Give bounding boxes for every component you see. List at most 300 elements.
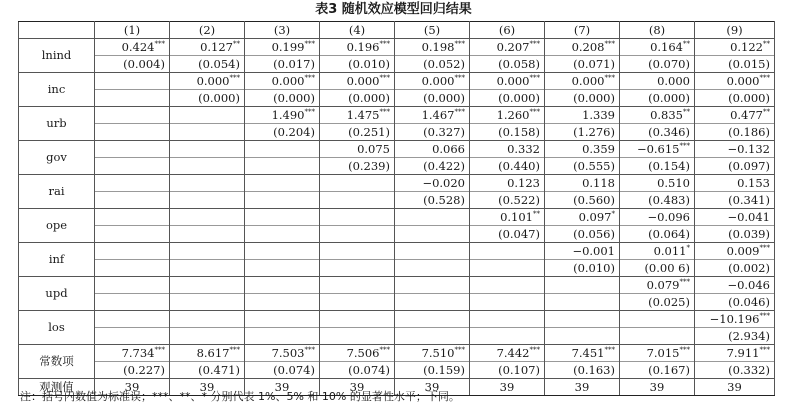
coefficient-cell bbox=[620, 175, 695, 192]
coefficient-cell bbox=[320, 73, 395, 90]
standard-error-cell bbox=[620, 328, 695, 345]
significance-stars: *** bbox=[759, 243, 770, 252]
column-header: (8) bbox=[620, 22, 695, 39]
standard-error-cell: (0.052) bbox=[395, 56, 470, 73]
standard-error-row bbox=[19, 124, 775, 141]
coefficient-cell bbox=[320, 277, 395, 294]
standard-error-cell: (0.204) bbox=[245, 124, 320, 141]
standard-error-cell: (0.158) bbox=[470, 124, 545, 141]
standard-error-cell: (0.000) bbox=[395, 90, 470, 107]
standard-error-cell bbox=[395, 260, 470, 277]
coefficient-value: −0.615 bbox=[636, 141, 680, 156]
coefficient-cell bbox=[95, 277, 170, 294]
coefficient-value: 0.196 bbox=[346, 39, 380, 54]
coef-row bbox=[19, 345, 775, 362]
standard-error-cell bbox=[170, 328, 245, 345]
standard-error-cell bbox=[170, 124, 245, 141]
standard-error-cell: (0.010) bbox=[545, 260, 620, 277]
coefficient-value: 0.000 bbox=[196, 73, 230, 88]
coefficient-cell bbox=[470, 345, 545, 362]
observations-cell: 39 bbox=[95, 379, 170, 396]
coefficient-value: 0.510 bbox=[657, 175, 690, 190]
standard-error-cell: (0.154) bbox=[620, 158, 695, 175]
header-corner bbox=[19, 22, 95, 39]
coefficient-cell bbox=[470, 243, 545, 260]
coefficient-cell bbox=[695, 277, 775, 294]
standard-error-row bbox=[19, 192, 775, 209]
coef-row bbox=[19, 141, 775, 158]
coefficient-cell bbox=[695, 73, 775, 90]
coefficient-value: 8.617 bbox=[196, 345, 230, 360]
standard-error-cell: (0.159) bbox=[395, 362, 470, 379]
coefficient-cell bbox=[320, 311, 395, 328]
coefficient-cell bbox=[620, 311, 695, 328]
coefficient-cell bbox=[620, 39, 695, 56]
coefficient-cell bbox=[545, 107, 620, 124]
column-header: (4) bbox=[320, 22, 395, 39]
standard-error-cell: (0.056) bbox=[545, 226, 620, 243]
coefficient-cell bbox=[170, 39, 245, 56]
significance-stars: *** bbox=[679, 141, 690, 150]
standard-error-cell: (0.000) bbox=[170, 90, 245, 107]
standard-error-cell bbox=[470, 328, 545, 345]
coefficient-cell bbox=[470, 73, 545, 90]
coefficient-value: 0.123 bbox=[507, 175, 540, 190]
coefficient-cell bbox=[545, 141, 620, 158]
coefficient-cell bbox=[545, 39, 620, 56]
significance-stars: ** bbox=[763, 107, 770, 116]
coefficient-value: 7.734 bbox=[121, 345, 155, 360]
coefficient-value: 0.835 bbox=[650, 107, 683, 122]
coefficient-value: 0.477 bbox=[730, 107, 763, 122]
significance-stars: * bbox=[686, 243, 690, 252]
standard-error-cell: (0.000) bbox=[245, 90, 320, 107]
standard-error-cell: (0.071) bbox=[545, 56, 620, 73]
coefficient-cell bbox=[620, 277, 695, 294]
significance-stars: *** bbox=[604, 345, 615, 354]
significance-stars: *** bbox=[604, 39, 615, 48]
coefficient-value: 0.000 bbox=[271, 73, 305, 88]
coefficient-value: 0.079 bbox=[646, 277, 680, 292]
coefficient-cell bbox=[170, 73, 245, 90]
standard-error-row bbox=[19, 90, 775, 107]
coefficient-cell bbox=[395, 345, 470, 362]
standard-error-cell bbox=[320, 260, 395, 277]
coefficient-cell bbox=[395, 277, 470, 294]
coefficient-cell bbox=[620, 141, 695, 158]
standard-error-cell: (0.064) bbox=[620, 226, 695, 243]
standard-error-cell: (0.010) bbox=[320, 56, 395, 73]
coef-row bbox=[19, 73, 775, 90]
coefficient-cell bbox=[245, 73, 320, 90]
coefficient-value: 1.260 bbox=[496, 107, 530, 122]
standard-error-cell bbox=[470, 294, 545, 311]
significance-stars: * bbox=[611, 209, 615, 218]
significance-stars: *** bbox=[229, 73, 240, 82]
significance-stars: *** bbox=[604, 73, 615, 82]
variable-name: inf bbox=[19, 243, 95, 277]
standard-error-cell bbox=[320, 226, 395, 243]
standard-error-cell bbox=[170, 226, 245, 243]
standard-error-cell: (0.000) bbox=[695, 90, 775, 107]
observations-cell: 39 bbox=[545, 379, 620, 396]
column-header: (1) bbox=[95, 22, 170, 39]
standard-error-cell: (0.332) bbox=[695, 362, 775, 379]
coefficient-value: 0.000 bbox=[657, 73, 690, 88]
standard-error-cell: (0.000) bbox=[470, 90, 545, 107]
coefficient-value: 0.359 bbox=[582, 141, 615, 156]
standard-error-cell bbox=[245, 192, 320, 209]
column-header: (7) bbox=[545, 22, 620, 39]
coefficient-cell bbox=[545, 175, 620, 192]
observations-cell: 39 bbox=[170, 379, 245, 396]
coefficient-value: 0.075 bbox=[357, 141, 390, 156]
coefficient-cell bbox=[95, 73, 170, 90]
coefficient-cell bbox=[95, 141, 170, 158]
coefficient-cell bbox=[245, 39, 320, 56]
standard-error-cell bbox=[320, 192, 395, 209]
coefficient-cell bbox=[620, 243, 695, 260]
standard-error-cell bbox=[170, 260, 245, 277]
column-header: (2) bbox=[170, 22, 245, 39]
significance-stars: *** bbox=[529, 107, 540, 116]
standard-error-cell bbox=[395, 294, 470, 311]
standard-error-cell: (0.074) bbox=[320, 362, 395, 379]
coefficient-cell bbox=[95, 107, 170, 124]
standard-error-cell: (0.017) bbox=[245, 56, 320, 73]
significance-stars: *** bbox=[304, 73, 315, 82]
standard-error-cell: (0.046) bbox=[695, 294, 775, 311]
coefficient-cell bbox=[245, 209, 320, 226]
coefficient-value: 0.118 bbox=[582, 175, 615, 190]
significance-stars: *** bbox=[529, 73, 540, 82]
significance-stars: ** bbox=[683, 39, 690, 48]
coefficient-cell bbox=[545, 277, 620, 294]
column-header: (5) bbox=[395, 22, 470, 39]
coefficient-value: 0.127 bbox=[200, 39, 233, 54]
significance-stars: *** bbox=[304, 345, 315, 354]
coefficient-cell bbox=[95, 311, 170, 328]
coefficient-value: −0.096 bbox=[647, 209, 690, 224]
standard-error-cell bbox=[95, 294, 170, 311]
standard-error-cell: (0.00 6) bbox=[620, 260, 695, 277]
standard-error-cell: (0.167) bbox=[620, 362, 695, 379]
standard-error-cell bbox=[170, 158, 245, 175]
standard-error-cell bbox=[470, 260, 545, 277]
significance-stars: *** bbox=[454, 107, 465, 116]
significance-stars: *** bbox=[454, 345, 465, 354]
standard-error-row bbox=[19, 294, 775, 311]
coefficient-cell bbox=[620, 73, 695, 90]
coefficient-cell bbox=[470, 39, 545, 56]
standard-error-cell bbox=[95, 124, 170, 141]
coefficient-cell bbox=[545, 73, 620, 90]
standard-error-cell: (0.054) bbox=[170, 56, 245, 73]
standard-error-cell: (0.555) bbox=[545, 158, 620, 175]
significance-stars: *** bbox=[154, 345, 165, 354]
coefficient-value: 7.442 bbox=[496, 345, 530, 360]
standard-error-cell bbox=[245, 260, 320, 277]
standard-error-cell bbox=[545, 328, 620, 345]
coefficient-cell bbox=[170, 277, 245, 294]
significance-stars: *** bbox=[379, 107, 390, 116]
coefficient-cell bbox=[170, 311, 245, 328]
significance-stars: *** bbox=[229, 345, 240, 354]
coefficient-value: 7.911 bbox=[726, 345, 760, 360]
standard-error-cell: (0.047) bbox=[470, 226, 545, 243]
variable-name: los bbox=[19, 311, 95, 345]
significance-stars: *** bbox=[454, 39, 465, 48]
standard-error-cell: (2.934) bbox=[695, 328, 775, 345]
coefficient-cell bbox=[170, 209, 245, 226]
standard-error-cell: (0.522) bbox=[470, 192, 545, 209]
coefficient-cell bbox=[320, 107, 395, 124]
standard-error-cell bbox=[395, 226, 470, 243]
coefficient-cell bbox=[695, 243, 775, 260]
standard-error-cell: (0.341) bbox=[695, 192, 775, 209]
standard-error-cell bbox=[170, 294, 245, 311]
significance-stars: *** bbox=[304, 107, 315, 116]
standard-error-cell: (0.163) bbox=[545, 362, 620, 379]
coefficient-value: −0.132 bbox=[727, 141, 770, 156]
significance-stars: *** bbox=[379, 39, 390, 48]
table-title: 表3 随机效应模型回归结果 bbox=[315, 2, 472, 17]
coefficient-cell bbox=[395, 175, 470, 192]
coef-row bbox=[19, 311, 775, 328]
coefficient-cell bbox=[320, 175, 395, 192]
significance-stars: *** bbox=[379, 345, 390, 354]
standard-error-cell bbox=[95, 158, 170, 175]
variable-name: inc bbox=[19, 73, 95, 107]
coefficient-value: 0.000 bbox=[571, 73, 605, 88]
coefficient-cell bbox=[470, 277, 545, 294]
significance-stars: *** bbox=[454, 73, 465, 82]
standard-error-cell: (0.422) bbox=[395, 158, 470, 175]
variable-name: ope bbox=[19, 209, 95, 243]
coefficient-value: 0.000 bbox=[421, 73, 455, 88]
coefficient-cell bbox=[695, 175, 775, 192]
standard-error-cell: (0.070) bbox=[620, 56, 695, 73]
coefficient-cell bbox=[545, 311, 620, 328]
coef-row bbox=[19, 175, 775, 192]
standard-error-cell: (0.440) bbox=[470, 158, 545, 175]
standard-error-cell bbox=[395, 328, 470, 345]
observations-cell: 39 bbox=[695, 379, 775, 396]
coefficient-value: 0.097 bbox=[578, 209, 612, 224]
coefficient-cell bbox=[95, 345, 170, 362]
standard-error-cell bbox=[245, 226, 320, 243]
coefficient-value: 1.467 bbox=[421, 107, 455, 122]
variable-name: upd bbox=[19, 277, 95, 311]
standard-error-cell: (0.483) bbox=[620, 192, 695, 209]
standard-error-cell: (0.002) bbox=[695, 260, 775, 277]
standard-error-cell: (0.039) bbox=[695, 226, 775, 243]
standard-error-cell: (0.327) bbox=[395, 124, 470, 141]
coefficient-value: −10.196 bbox=[709, 311, 760, 326]
column-header: (6) bbox=[470, 22, 545, 39]
standard-error-cell bbox=[95, 90, 170, 107]
standard-error-cell: (0.227) bbox=[95, 362, 170, 379]
standard-error-cell: (1.276) bbox=[545, 124, 620, 141]
variable-name: 常数项 bbox=[19, 345, 95, 379]
coefficient-cell bbox=[245, 175, 320, 192]
standard-error-row bbox=[19, 328, 775, 345]
significance-stars: *** bbox=[304, 39, 315, 48]
coefficient-cell bbox=[245, 277, 320, 294]
coefficient-cell bbox=[395, 107, 470, 124]
coefficient-cell bbox=[170, 345, 245, 362]
regression-table bbox=[18, 21, 775, 396]
standard-error-cell bbox=[95, 260, 170, 277]
significance-stars: *** bbox=[529, 345, 540, 354]
coefficient-cell bbox=[245, 107, 320, 124]
observations-cell: 39 bbox=[245, 379, 320, 396]
coefficient-value: 0.000 bbox=[496, 73, 530, 88]
coefficient-value: 0.424 bbox=[121, 39, 155, 54]
coef-row bbox=[19, 39, 775, 56]
coefficient-value: −0.041 bbox=[727, 209, 770, 224]
coefficient-value: 7.503 bbox=[271, 345, 305, 360]
significance-stars: *** bbox=[759, 311, 770, 320]
coef-row bbox=[19, 277, 775, 294]
coefficient-cell bbox=[245, 141, 320, 158]
coefficient-value: 0.199 bbox=[271, 39, 305, 54]
coefficient-cell bbox=[245, 345, 320, 362]
coefficient-cell bbox=[395, 141, 470, 158]
column-header: (9) bbox=[695, 22, 775, 39]
coefficient-value: 0.198 bbox=[421, 39, 455, 54]
coefficient-cell bbox=[545, 345, 620, 362]
coef-row bbox=[19, 107, 775, 124]
coefficient-value: 1.490 bbox=[271, 107, 305, 122]
significance-stars: *** bbox=[759, 73, 770, 82]
standard-error-cell bbox=[95, 192, 170, 209]
coefficient-value: 7.506 bbox=[346, 345, 380, 360]
coef-row bbox=[19, 209, 775, 226]
coefficient-cell bbox=[95, 39, 170, 56]
significance-stars: *** bbox=[154, 39, 165, 48]
coefficient-value: 7.510 bbox=[421, 345, 455, 360]
coefficient-cell bbox=[95, 175, 170, 192]
coefficient-cell bbox=[470, 311, 545, 328]
coefficient-cell bbox=[170, 175, 245, 192]
observations-cell: 39 bbox=[620, 379, 695, 396]
variable-name: gov bbox=[19, 141, 95, 175]
coefficient-cell bbox=[695, 107, 775, 124]
coefficient-cell bbox=[695, 311, 775, 328]
standard-error-cell: (0.074) bbox=[245, 362, 320, 379]
coefficient-value: 0.208 bbox=[571, 39, 605, 54]
significance-stars: ** bbox=[233, 39, 240, 48]
coefficient-cell bbox=[320, 209, 395, 226]
coefficient-cell bbox=[620, 209, 695, 226]
standard-error-cell: (0.471) bbox=[170, 362, 245, 379]
significance-stars: ** bbox=[533, 209, 540, 218]
standard-error-row bbox=[19, 56, 775, 73]
coefficient-value: −0.046 bbox=[727, 277, 770, 292]
coefficient-value: 0.000 bbox=[346, 73, 380, 88]
header-row bbox=[19, 22, 775, 39]
significance-stars: *** bbox=[379, 73, 390, 82]
standard-error-cell: (0.251) bbox=[320, 124, 395, 141]
coefficient-cell bbox=[695, 39, 775, 56]
coefficient-cell bbox=[620, 345, 695, 362]
significance-stars: ** bbox=[683, 107, 690, 116]
standard-error-cell bbox=[245, 294, 320, 311]
observations-cell: 39 bbox=[320, 379, 395, 396]
coefficient-value: −0.020 bbox=[422, 175, 465, 190]
coefficient-cell bbox=[395, 209, 470, 226]
standard-error-cell: (0.097) bbox=[695, 158, 775, 175]
coefficient-value: 0.164 bbox=[650, 39, 683, 54]
coefficient-cell bbox=[470, 107, 545, 124]
standard-error-row bbox=[19, 260, 775, 277]
coefficient-cell bbox=[470, 175, 545, 192]
standard-error-cell bbox=[320, 328, 395, 345]
observations-cell: 39 bbox=[395, 379, 470, 396]
standard-error-cell bbox=[245, 328, 320, 345]
coefficient-value: 1.475 bbox=[346, 107, 380, 122]
column-header: (3) bbox=[245, 22, 320, 39]
standard-error-cell: (0.015) bbox=[695, 56, 775, 73]
standard-error-cell bbox=[95, 328, 170, 345]
coefficient-value: 0.009 bbox=[726, 243, 760, 258]
standard-error-row bbox=[19, 158, 775, 175]
coefficient-cell bbox=[320, 345, 395, 362]
coefficient-value: 7.015 bbox=[646, 345, 680, 360]
coefficient-cell bbox=[320, 39, 395, 56]
observations-cell: 39 bbox=[470, 379, 545, 396]
table-note: 注：括号内数值为标准误；***、**、* 分别代表 1%、5% 和 10% 的显著性水平；下同。 bbox=[20, 390, 460, 403]
coefficient-cell bbox=[95, 243, 170, 260]
coefficient-value: 0.207 bbox=[496, 39, 530, 54]
coefficient-cell bbox=[620, 107, 695, 124]
significance-stars: *** bbox=[529, 39, 540, 48]
coefficient-cell bbox=[695, 209, 775, 226]
coefficient-cell bbox=[695, 141, 775, 158]
coef-row bbox=[19, 243, 775, 260]
standard-error-cell bbox=[245, 158, 320, 175]
coefficient-value: 0.066 bbox=[432, 141, 465, 156]
significance-stars: *** bbox=[759, 345, 770, 354]
standard-error-cell: (0.528) bbox=[395, 192, 470, 209]
coefficient-cell bbox=[470, 209, 545, 226]
coefficient-cell bbox=[170, 141, 245, 158]
coefficient-value: 1.339 bbox=[582, 107, 615, 122]
standard-error-cell bbox=[170, 192, 245, 209]
coefficient-cell bbox=[395, 39, 470, 56]
coefficient-cell bbox=[395, 311, 470, 328]
coefficient-cell bbox=[320, 243, 395, 260]
standard-error-row bbox=[19, 362, 775, 379]
standard-error-cell: (0.107) bbox=[470, 362, 545, 379]
coefficient-cell bbox=[170, 243, 245, 260]
standard-error-cell bbox=[95, 226, 170, 243]
variable-name: urb bbox=[19, 107, 95, 141]
significance-stars: *** bbox=[679, 345, 690, 354]
standard-error-cell bbox=[545, 294, 620, 311]
standard-error-cell: (0.000) bbox=[620, 90, 695, 107]
coefficient-cell bbox=[470, 141, 545, 158]
variable-name: rai bbox=[19, 175, 95, 209]
standard-error-cell: (0.560) bbox=[545, 192, 620, 209]
coefficient-cell bbox=[395, 243, 470, 260]
significance-stars: *** bbox=[679, 277, 690, 286]
coefficient-value: 0.332 bbox=[507, 141, 540, 156]
coefficient-value: 0.122 bbox=[730, 39, 763, 54]
coefficient-cell bbox=[170, 107, 245, 124]
standard-error-cell: (0.025) bbox=[620, 294, 695, 311]
